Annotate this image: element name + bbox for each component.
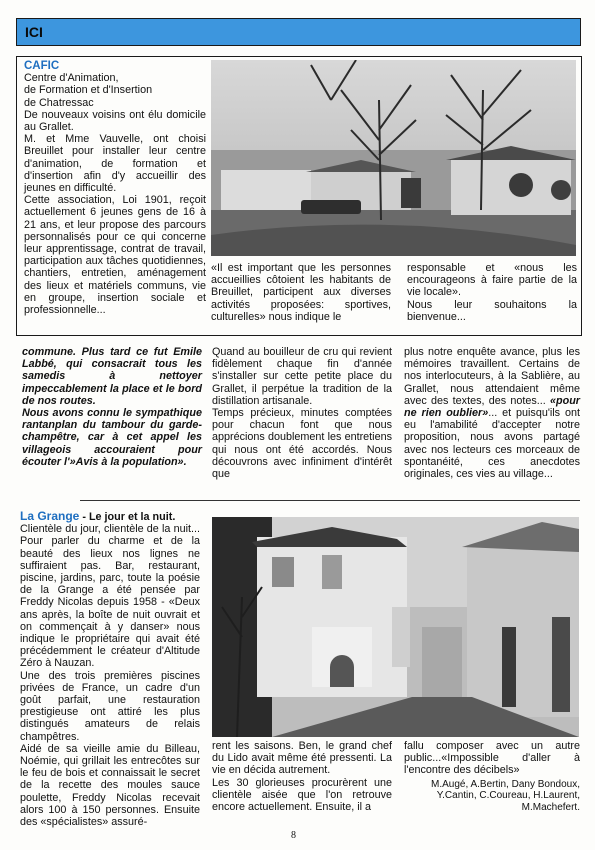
grange-heading: La Grange	[20, 509, 80, 523]
cafic-subtitle-1: Centre d'Animation,	[24, 72, 119, 85]
grange-bottom-col-3	[404, 740, 580, 813]
grange-para-1: Clientèle du jour, clientèle de la nuit... Pour parler du charme et de la beauté des lieux nos lignes ne suffiraient pas. Bar, restaurant, piscine, jardins, parc, toute la poésie de la Grange a été pensée par Freddy Nicolas depuis 1958 - «Deux ans après, la boîte de nuit ouvrait et on commençait à y danser» nous indique le propriétaire qui avait été précédemment le créateur d'Altitude Zéro à Nauzan.	[20, 523, 200, 670]
street-image	[212, 517, 579, 737]
cafic-para-1: De nouveaux voisins ont élu domicile au Grallet.	[24, 108, 206, 134]
cafic-subtitle-3: de Chatressac	[24, 96, 94, 109]
middle-col-3-text-a: plus notre enquête avance, plus les mémoires travaillent. Certains de nos interlocuteurs, à la Sablière, au Grallet, nous attendaient même avec des textes, des notes...	[404, 346, 580, 407]
grange-heading-line	[20, 510, 200, 523]
author-credits	[404, 779, 580, 814]
cafic-house-photo	[211, 60, 576, 256]
section-header-bar	[16, 18, 581, 46]
grange-column	[20, 510, 200, 828]
section-title: ICI	[25, 24, 43, 40]
page-number: 8	[291, 830, 296, 841]
grange-bottom-col-2	[212, 740, 392, 813]
credits-line-2: Y.Cantin, C.Coureau, H.Laurent,	[436, 790, 580, 802]
grange-seasons: rent les saisons. Ben, le grand chef du Lido avait même été pressenti. La vie en décida autrement.	[212, 740, 392, 777]
credits-line-3: M.Machefert.	[521, 801, 580, 813]
middle-col-1-para-1: commune. Plus tard ce fut Emile Labbé, qui consacrait tous les samedis à nettoyer impeccablement la place et le bord de nos routes.	[22, 346, 202, 407]
middle-col-3-emphasis: «pour ne rien oublier»	[404, 394, 580, 420]
cafic-bottom-col-1	[211, 262, 391, 323]
section-divider	[80, 500, 580, 501]
middle-col-1	[22, 346, 202, 468]
grange-para-2: Une des trois premières piscines privées de France, un cadre d'un goût parfait, une restauration prestigieuse ont attiré les plus distingués amateurs de relais champêtres.	[20, 669, 200, 743]
middle-col-2	[212, 346, 392, 480]
cafic-para-2: M. et Mme Vauvelle, ont choisi Breuillet pour installer leur centre d'animation, de formation et d'insertion afin d'y accueillir des jeunes en difficulté.	[24, 133, 206, 195]
grange-para-3: Aidé de sa vieille amie du Billeau, Noémie, qui grillait les entrecôtes sur le feu de bois et connaissait le secret de la recette des moules sauce poulette, Freddy Nicolas recevait alors 100 à 150 personnes. Ensuite des «spécialistes» assuré-	[20, 742, 200, 829]
middle-col-3-para	[404, 346, 580, 480]
grange-glorieuses: Les 30 glorieuses procurèrent une clientèle aisée que l'on retrouve encore actuellement. Ensuite, il a	[212, 776, 392, 814]
middle-col-1-para-2: Nous avons connu le sympathique rantanplan du tambour du garde-champêtre, car à cet appel les villageois accouraient pour écouter l'»Avis à la population».	[22, 407, 202, 468]
grange-street-photo	[212, 517, 579, 737]
cafic-subtitle-2: de Formation et d'Insertion	[24, 84, 153, 97]
cafic-heading: CAFIC	[24, 60, 60, 72]
cafic-para-3: Cette association, Loi 1901, reçoit actuellement 6 jeunes gens de 16 à 21 ans, et leur propose des parcours personnalisés pour ce qui concerne leur apprentissage, contrat de travail, participation aux tâches quotidiennes, chantiers, entretien, aménagement des lieux et matériels communs, vie en groupe, insertion sociale et professionnelle...	[24, 194, 206, 317]
cafic-responsable: responsable et «nous les encourageons à faire partie de la vie locale».	[407, 262, 577, 299]
cafic-bottom-col-2	[407, 262, 577, 323]
middle-col-2-para-2: Temps précieux, minutes comptées pour chacun font que nous apprécions doublement les entretiens qui nous ont été accordés. Nous découvrons avec infiniment d'intérêt que	[212, 407, 392, 481]
middle-col-2-para-1: Quand au bouilleur de cru qui revient fidèlement chaque fin d'année s'installer sur cette petite place du Grallet, il perpétue la tradition de la distillation artisanale.	[212, 346, 392, 407]
cafic-quote: «Il est important que les personnes accueillies côtoient les habitants de Breuillet, participent aux diverses activités proposées: sportives, culturelles» nous indique le	[211, 262, 391, 323]
village-house-image	[211, 60, 576, 256]
middle-col-3-text-b: ... et puisqu'ils ont eu l'amabilité d'accepter notre proposition, nous avons partagé avec nos lecteurs ces morceaux de spontanéité, ces anecdotes originales, ces vies au village...	[404, 407, 580, 481]
grange-subheading: - Le jour et la nuit.	[79, 511, 176, 523]
grange-public: fallu composer avec un autre public...«Impossible d'aller à l'encontre des décibels»	[404, 740, 580, 777]
cafic-column	[24, 60, 206, 316]
middle-col-3	[404, 346, 580, 480]
credits-line-1: M.Augé, A.Bertin, Dany Bondoux,	[431, 778, 580, 790]
cafic-bienvenue: Nous leur souhaitons la bienvenue...	[407, 298, 577, 323]
